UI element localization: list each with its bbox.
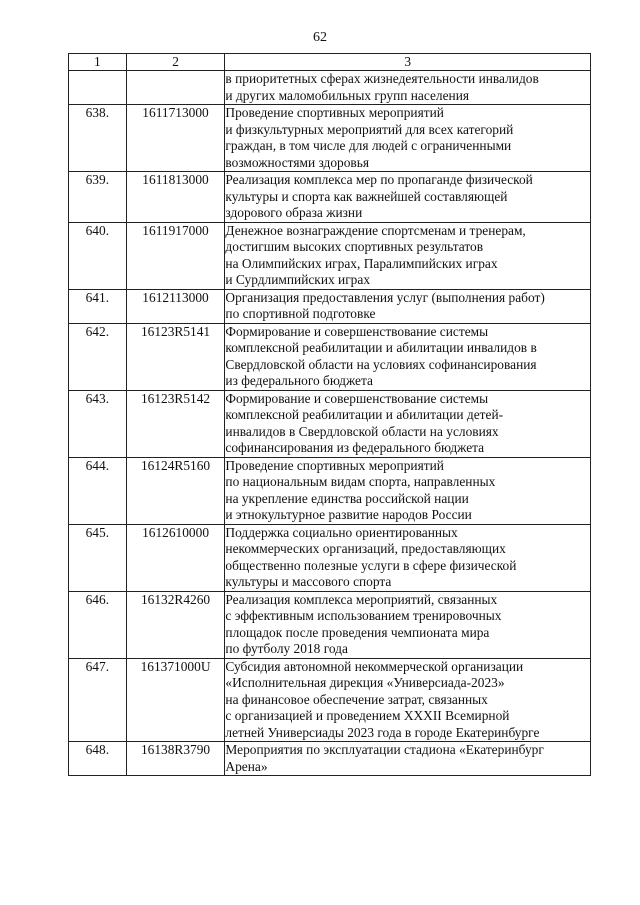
description-line: культуры и спорта как важнейшей составляющей — [225, 188, 508, 204]
budget-code: 16138R3790 — [126, 742, 225, 776]
table-row — [69, 457, 591, 524]
table-row — [69, 591, 591, 658]
table-row — [69, 390, 591, 457]
column-header-3: 3 — [225, 54, 591, 71]
description-line: Реализация комплекса мер по пропаганде физической — [225, 172, 533, 187]
description-line: возможностями здоровья — [225, 154, 370, 170]
description-line: Формирование и совершенствование системы — [225, 323, 489, 339]
description-cell — [225, 172, 591, 223]
budget-code: 1611713000 — [126, 105, 225, 172]
description-line: некоммерческих организаций, предоставляющих — [225, 541, 506, 556]
description-line: граждан, в том числе для людей с ограниченными — [225, 138, 512, 153]
table-row — [69, 222, 591, 289]
description-line: «Исполнительная дирекция «Универсиада-2023» — [225, 675, 505, 690]
table-header-row — [69, 54, 591, 71]
row-number: 642. — [69, 323, 127, 390]
budget-code: 1611813000 — [126, 172, 225, 223]
description-line: летней Универсиады 2023 года в городе Екатеринбурге — [225, 724, 540, 740]
description-line: Денежное вознаграждение спортсменам и тренерам, — [225, 222, 526, 238]
description-line: Поддержка социально ориентированных — [225, 524, 458, 540]
description-line: софинансирования из федерального бюджета — [225, 440, 485, 455]
table-body — [69, 71, 591, 776]
description-line: и физкультурных мероприятий для всех категорий — [225, 121, 514, 137]
row-number: 647. — [69, 658, 127, 742]
description-line: Субсидия автономной некоммерческой организации — [225, 658, 524, 674]
description-line: Мероприятия по эксплуатации стадиона «Екатеринбург — [225, 742, 544, 757]
table-row — [69, 323, 591, 390]
table-row — [69, 742, 591, 776]
page-number: 62 — [313, 30, 327, 45]
table-row — [69, 71, 591, 105]
budget-code: 1612113000 — [126, 289, 225, 323]
description-line: комплексной реабилитации и абилитации детей- — [225, 407, 504, 422]
description-line: по футболу 2018 года — [225, 641, 348, 656]
table-row — [69, 658, 591, 742]
description-line: и других маломобильных групп населения — [225, 87, 470, 103]
description-line: Арена» — [225, 758, 268, 774]
description-cell — [225, 390, 591, 457]
description-line: Формирование и совершенствование системы — [225, 390, 489, 406]
description-cell — [225, 591, 591, 658]
budget-code: 1611917000 — [126, 222, 225, 289]
description-line: здорового образа жизни — [225, 205, 363, 220]
description-cell — [225, 457, 591, 524]
description-line: и Сурдлимпийских играх — [225, 272, 371, 287]
registry-table — [68, 53, 591, 776]
description-line: инвалидов в Свердловской области на условиях — [225, 423, 499, 439]
description-line: с организацией и проведением XXXII Всемирной — [225, 708, 510, 723]
description-line: Проведение спортивных мероприятий — [225, 105, 444, 120]
budget-code: 16123R5141 — [126, 323, 225, 390]
description-line: из федерального бюджета — [225, 373, 373, 388]
row-number: 640. — [69, 222, 127, 289]
budget-code: 16124R5160 — [126, 457, 225, 524]
description-line: на финансовое обеспечение затрат, связанных — [225, 691, 488, 707]
description-line: Организация предоставления услуг (выполнения работ) — [225, 289, 545, 305]
description-line: Проведение спортивных мероприятий — [225, 457, 444, 473]
table-row — [69, 524, 591, 591]
description-line: в приоритетных сферах жизнедеятельности инвалидов — [225, 71, 539, 86]
description-line: и этнокультурное развитие народов России — [225, 507, 472, 522]
description-line: Свердловской области на условиях софинансирования — [225, 356, 537, 372]
row-number: 639. — [69, 172, 127, 223]
description-line: достигшим высоких спортивных результатов — [225, 239, 484, 254]
row-number: 648. — [69, 742, 127, 776]
budget-code: 16132R4260 — [126, 591, 225, 658]
table-row — [69, 289, 591, 323]
budget-code: 16123R5142 — [126, 390, 225, 457]
row-number: 644. — [69, 457, 127, 524]
budget-code — [126, 71, 225, 105]
table-row — [69, 172, 591, 223]
table-row — [69, 105, 591, 172]
description-line: на укрепление единства российской нации — [225, 490, 469, 506]
description-line: с эффективным использованием тренировочных — [225, 608, 502, 623]
description-line: Реализация комплекса мероприятий, связанных — [225, 591, 498, 607]
description-line: по национальным видам спорта, направленных — [225, 474, 496, 489]
description-cell — [225, 658, 591, 742]
row-number: 641. — [69, 289, 127, 323]
description-line: культуры и массового спорта — [225, 574, 392, 589]
description-cell — [225, 71, 591, 105]
description-line: комплексной реабилитации и абилитации инвалидов в — [225, 340, 537, 355]
row-number: 643. — [69, 390, 127, 457]
budget-code: 161371000U — [126, 658, 225, 742]
description-cell — [225, 289, 591, 323]
row-number — [69, 71, 127, 105]
column-header-1: 1 — [69, 54, 127, 71]
description-cell — [225, 524, 591, 591]
row-number: 646. — [69, 591, 127, 658]
description-cell — [225, 222, 591, 289]
description-line: площадок после проведения чемпионата мира — [225, 624, 490, 640]
column-header-2: 2 — [126, 54, 225, 71]
description-line: на Олимпийских играх, Паралимпийских играх — [225, 255, 498, 271]
description-line: по спортивной подготовке — [225, 306, 376, 321]
budget-code: 1612610000 — [126, 524, 225, 591]
row-number: 638. — [69, 105, 127, 172]
description-cell — [225, 105, 591, 172]
description-cell — [225, 323, 591, 390]
row-number: 645. — [69, 524, 127, 591]
description-line: общественно полезные услуги в сфере физической — [225, 557, 517, 573]
description-cell — [225, 742, 591, 776]
